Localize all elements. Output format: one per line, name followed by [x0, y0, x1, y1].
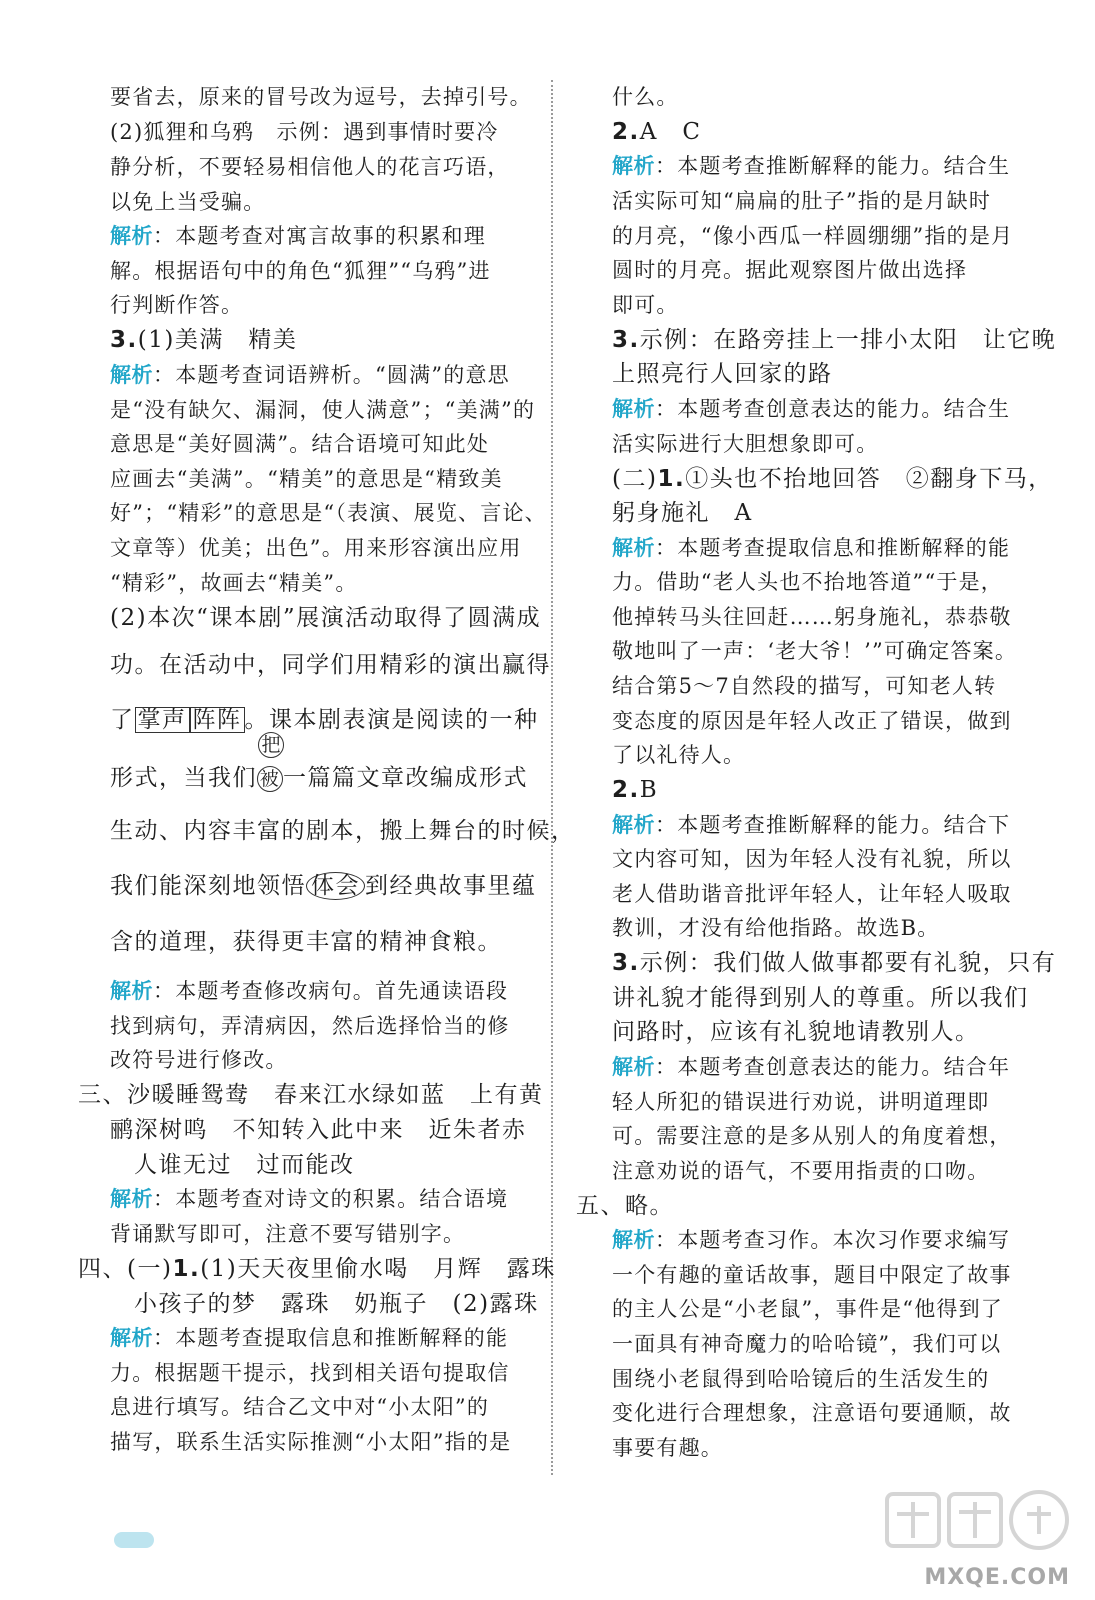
- analysis-label: 解析: [612, 1228, 655, 1252]
- text-line: 解析：本题考查推断解释的能力。结合生: [612, 154, 1011, 178]
- text-line: 人谁无过 过而能改: [134, 1152, 355, 1178]
- text-line: “精彩”，故画去“精美”。: [110, 571, 358, 595]
- text-line: 3.示例：我们做人做事都要有礼貌，只有: [612, 950, 1057, 976]
- text-line: 轻人所犯的错误进行劝说，讲明道理即: [612, 1090, 990, 1114]
- text-line: 息进行填写。结合乙文中对“小太阳”的: [110, 1395, 490, 1419]
- text-line: (2)本次“课本剧”展演活动取得了圆满成: [110, 605, 542, 631]
- insertion-mark: [258, 732, 284, 758]
- text-line: 力。借助“老人头也不抬地答道”“于是，: [612, 570, 1004, 594]
- text-line: 教训，才没有给他指路。故选B。: [612, 916, 940, 940]
- text-line: 静分析，不要轻易相信他人的花言巧语，: [110, 155, 510, 179]
- text-line: 行判断作答。: [110, 293, 244, 317]
- text-line: 生动、内容丰富的剧本，搬上舞台的时候，: [110, 818, 576, 844]
- text-line: 可。需要注意的是多从别人的角度着想，: [612, 1124, 1012, 1148]
- text-line: 力。根据题干提示，找到相关语句提取信: [110, 1361, 510, 1385]
- analysis-label: 解析: [110, 1326, 153, 1350]
- text-line: 一个有趣的童话故事，题目中限定了故事: [612, 1263, 1012, 1287]
- boxed-word: 掌声: [135, 707, 190, 733]
- analysis-label: 解析: [612, 536, 655, 560]
- text-line: 躬身施礼 A: [612, 500, 753, 526]
- text-line: 2.B: [612, 777, 659, 803]
- text-line: 的月亮，“像小西瓜一样圆绷绷”指的是月: [612, 224, 1014, 248]
- analysis-label: 解析: [110, 1187, 153, 1211]
- text-line: 事要有趣。: [612, 1436, 723, 1460]
- text-line: 五、略。: [576, 1193, 674, 1219]
- text-line: 他掉转马头往回赶……躬身施礼，恭恭敬: [612, 605, 1012, 629]
- watermark-url: MXQE.COM: [924, 1565, 1070, 1590]
- text-line: 意思是“美好圆满”。结合语境可知此处: [110, 432, 490, 456]
- text-line: 即可。: [612, 293, 679, 317]
- text-line: 围绕小老鼠得到哈哈镜后的生活发生的: [612, 1367, 990, 1391]
- analysis-label: 解析: [110, 224, 153, 248]
- text-line: 2.A C: [612, 119, 702, 145]
- text-line: 圆时的月亮。据此观察图片做出选择: [612, 258, 968, 282]
- analysis-label: 解析: [612, 813, 655, 837]
- text-line: 3.(1)美满 精美: [110, 327, 298, 353]
- text-line: 我们能深刻地领悟 体会 到经典故事里蕴: [110, 873, 537, 899]
- text-line: 形式，当我们 被 一篇篇文章改编成形式: [110, 765, 528, 791]
- analysis-label: 解析: [612, 154, 655, 178]
- text-line: 要省去，原来的冒号改为逗号，去掉引号。: [110, 85, 532, 109]
- text-line: 注意劝说的语气，不要用指责的口吻。: [612, 1159, 990, 1183]
- analysis-label: 解析: [110, 363, 153, 387]
- text-line: 改符号进行修改。: [110, 1048, 288, 1072]
- text-line: 一面具有神奇魔力的哈哈镜”，我们可以: [612, 1332, 1002, 1356]
- text-line: 应画去“美满”。“精美”的意思是“精致美: [110, 467, 503, 491]
- text-line: 功。在活动中，同学们用精彩的演出赢得: [110, 652, 551, 678]
- text-line: 解析：本题考查提取信息和推断解释的能: [110, 1326, 509, 1350]
- analysis-label: 解析: [612, 1055, 655, 1079]
- text-line: 文章等）优美；出色”。用来形容演出应用: [110, 536, 522, 560]
- swap-mark-word: 体会: [306, 872, 365, 900]
- analysis-label: 解析: [612, 397, 655, 421]
- text-line: 问路时，应该有礼貌地请教别人。: [612, 1019, 980, 1045]
- text-line: 3.示例：在路旁挂上一排小太阳 让它晚: [612, 327, 1057, 353]
- text-line: (二)1.①头也不抬地回答 ②翻身下马，: [612, 466, 1053, 492]
- text-line: 解。根据语句中的角色“狐狸”“乌鸦”进: [110, 259, 491, 283]
- text-line: 解析：本题考查创意表达的能力。结合年: [612, 1055, 1011, 1079]
- text-line: 的主人公是“小老鼠”，事件是“他得到了: [612, 1297, 1004, 1321]
- text-line: 找到病句，弄清病因，然后选择恰当的修: [110, 1014, 510, 1038]
- text-line: 含的道理，获得更丰富的精神食粮。: [110, 929, 502, 955]
- text-line: 敬地叫了一声：‘老大爷！’”可确定答案。: [612, 639, 1018, 663]
- text-line: 背诵默写即可，注意不要写错别字。: [110, 1222, 466, 1246]
- text-line: 老人借助谐音批评年轻人，让年轻人吸取: [612, 882, 1012, 906]
- text-line: 是“没有缺欠、漏洞，使人满意”；“美满”的: [110, 398, 536, 422]
- text-line: 解析：本题考查词语辨析。“圆满”的意思: [110, 363, 510, 387]
- text-line: 上照亮行人回家的路: [612, 361, 833, 387]
- inserted-word: 把: [258, 732, 284, 758]
- text-line: 解析：本题考查对寓言故事的积累和理: [110, 224, 486, 248]
- text-line: 结合第5～7自然段的描写，可知老人转: [612, 674, 997, 698]
- text-line: 了 掌声 阵阵 。课本剧表演是阅读的一种: [110, 707, 539, 733]
- text-line: 鹂深树鸣 不知转入此中来 近朱者赤: [110, 1117, 527, 1143]
- text-line: 解析：本题考查习作。本次习作要求编写: [612, 1228, 1011, 1252]
- boxed-word: 阵阵: [190, 707, 245, 733]
- text-line: 四、(一)1.(1)天天夜里偷水喝 月辉 露珠: [78, 1256, 556, 1282]
- text-line: 三、沙暖睡鸳鸯 春来江水绿如蓝 上有黄: [78, 1082, 544, 1108]
- text-line: 变化进行合理想象，注意语句要通顺，故: [612, 1401, 1012, 1425]
- text-line: 解析：本题考查创意表达的能力。结合生: [612, 397, 1011, 421]
- replaced-word: 被: [257, 766, 283, 792]
- text-line: 了以礼待人。: [612, 743, 746, 767]
- text-line: 解析：本题考查修改病句。首先通读语段: [110, 979, 509, 1003]
- text-line: 活实际进行大胆想象即可。: [612, 432, 879, 456]
- text-line: 以免上当受骗。: [110, 190, 266, 214]
- analysis-label: 解析: [110, 979, 153, 1003]
- page-number-marker: [114, 1532, 154, 1548]
- text-line: 讲礼貌才能得到别人的尊重。所以我们: [612, 985, 1029, 1011]
- text-line: 解析：本题考查对诗文的积累。结合语境: [110, 1187, 509, 1211]
- text-line: 解析：本题考查推断解释的能力。结合下: [612, 813, 1011, 837]
- text-line: 文内容可知，因为年轻人没有礼貌，所以: [612, 847, 1012, 871]
- text-line: 好”；“精彩”的意思是“（表演、展览、言论、: [110, 501, 547, 525]
- text-line: 什么。: [612, 85, 679, 109]
- text-line: (2)狐狸和乌鸦 示例：遇到事情时要冷: [110, 120, 499, 144]
- text-line: 小孩子的梦 露珠 奶瓶子 (2)露珠: [134, 1291, 539, 1317]
- text-line: 解析：本题考查提取信息和推断解释的能: [612, 536, 1011, 560]
- text-line: 活实际可知“扁扁的肚子”指的是月缺时: [612, 189, 992, 213]
- text-line: 描写，联系生活实际推测“小太阳”指的是: [110, 1430, 512, 1454]
- text-line: 变态度的原因是年轻人改正了错误，做到: [612, 709, 1012, 733]
